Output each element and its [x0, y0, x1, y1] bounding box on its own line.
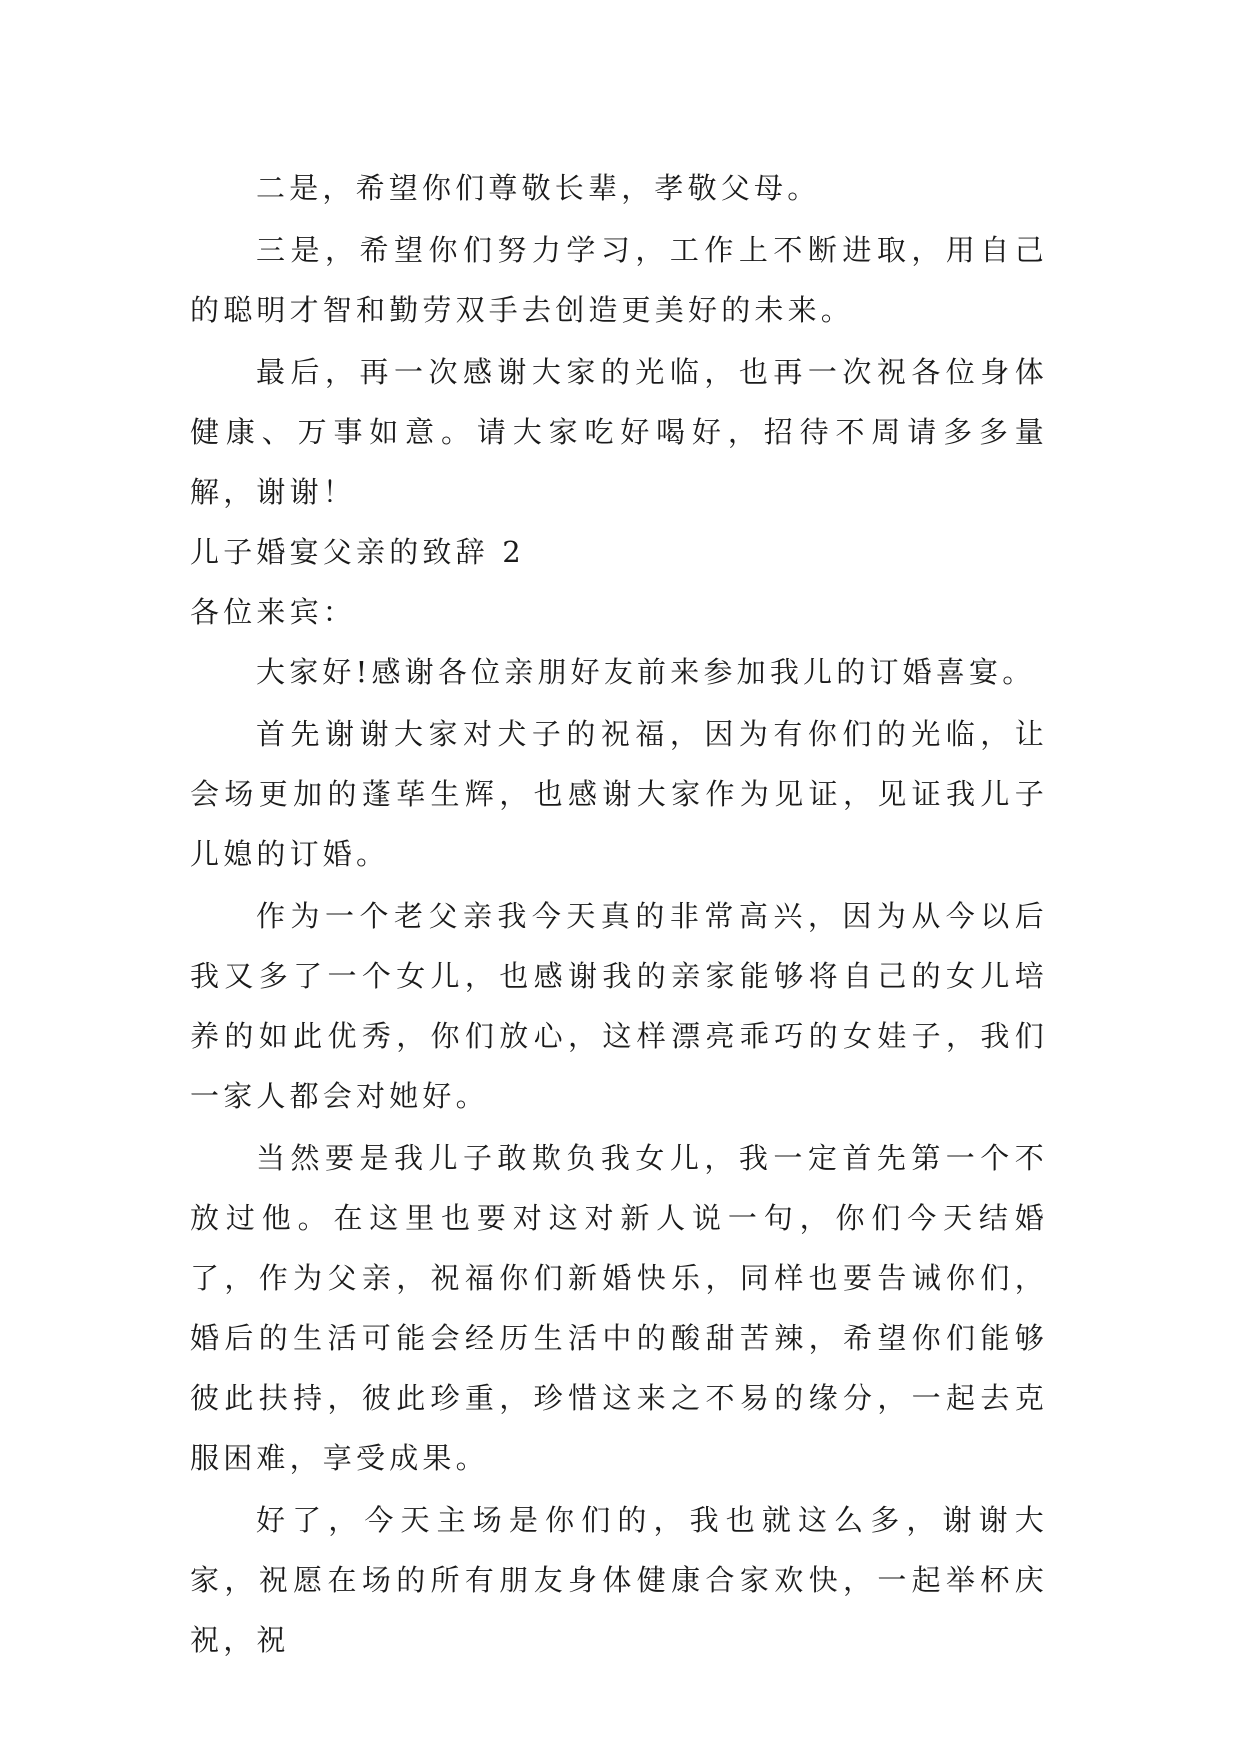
section-title: 儿子婚宴父亲的致辞 2 — [190, 535, 525, 569]
paragraph-toast: 好了，今天主场是你们的，我也就这么多，谢谢大家，祝愿在场的所有朋友身体健康合家欢快，一起举杯庆祝，祝 — [190, 1503, 1048, 1657]
paragraph-greeting: 大家好!感谢各位亲朋好友前来参加我儿的订婚喜宴。 — [256, 655, 1036, 689]
paragraph-study-hard: 三是，希望你们努力学习，工作上不断进取，用自己的聪明才智和勤劳双手去创造更美好的未来。 — [190, 233, 1048, 327]
paragraph-respect-elders: 二是，希望你们尊敬长辈，孝敬父母。 — [256, 171, 821, 205]
paragraph-thanks-guests: 首先谢谢大家对犬子的祝福，因为有你们的光临，让会场更加的蓬荜生辉，也感谢大家作为见证，见证我儿子儿媳的订婚。 — [190, 717, 1048, 871]
document-body — [190, 158, 1048, 1670]
paragraph-new-daughter: 作为一个老父亲我今天真的非常高兴，因为从今以后我又多了一个女儿，也感谢我的亲家能够将自己的女儿培养的如此优秀，你们放心，这样漂亮乖巧的女娃子，我们一家人都会对她好。 — [190, 899, 1048, 1113]
paragraph-closing-thanks: 最后，再一次感谢大家的光临，也再一次祝各位身体健康、万事如意。请大家吃好喝好，招待不周请多多量解，谢谢！ — [190, 355, 1048, 509]
paragraph-advice-couple: 当然要是我儿子敢欺负我女儿，我一定首先第一个不放过他。在这里也要对这对新人说一句，你们今天结婚了，作为父亲，祝福你们新婚快乐，同样也要告诫你们，婚后的生活可能会经历生活中的酸甜苦辣，希望你们能够彼此扶持，彼此珍重，珍惜这来之不易的缘分，一起去克服困难，享受成果。 — [190, 1141, 1048, 1475]
salutation: 各位来宾： — [190, 595, 357, 629]
